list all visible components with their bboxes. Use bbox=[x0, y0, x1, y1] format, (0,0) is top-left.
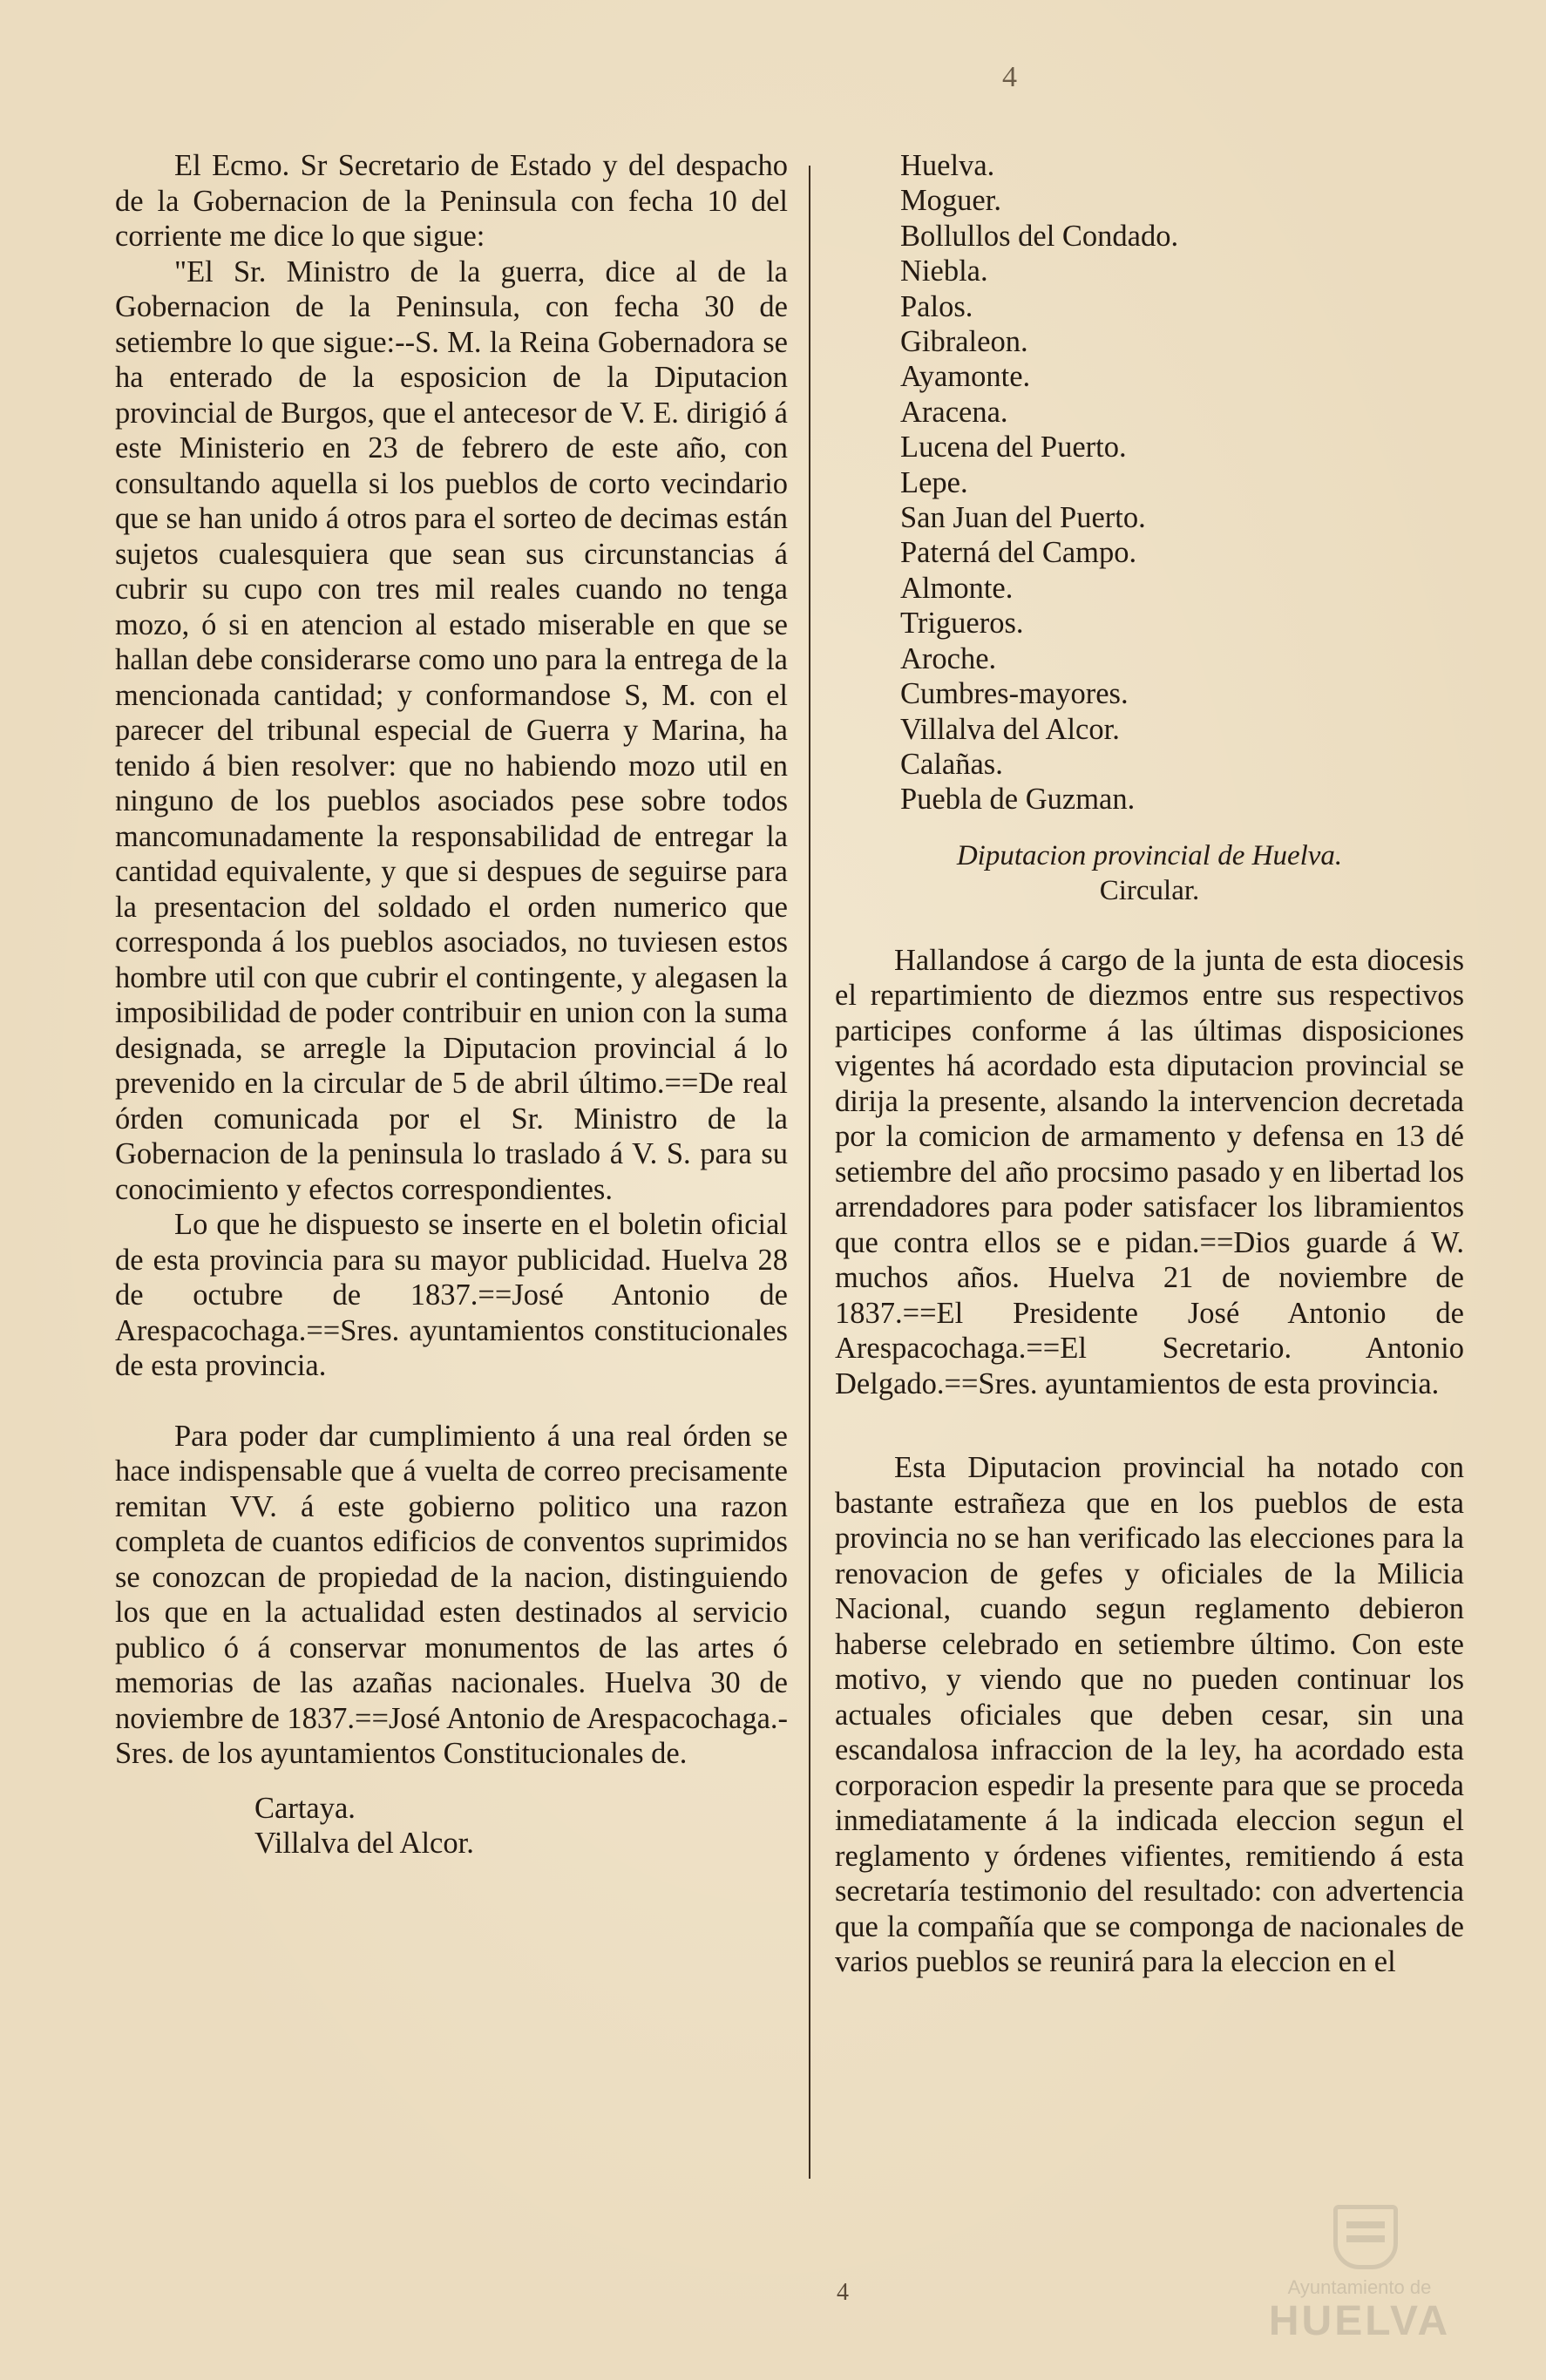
section-heading: Diputacion provincial de Huelva. bbox=[956, 839, 1343, 871]
section-subheading: Circular. bbox=[1099, 874, 1200, 906]
paragraph-royal-order: "El Sr. Ministro de la guerra, dice al de la Gobernacion de la Peninsula, con fecha 30 de setiembre lo que sigue:--S. M. la Reina Gobernadora se ha enterado de la esposicion de la Diputacion provincial de Burgos, que el antecesor de V. E. dirigió á este Ministerio en 23 de febrero de este año, con consultando aquella si los pueblos de corto vecindario que se han unido á otros para el sorteo de decimas están sujetos cualesquiera que sean sus circunstancias á cubrir su cupo con tres mil reales cuando no tenga mozo, ó si en atencion al estado miserable en que se hallan debe considerarse como uno para la entrega de la mencionada cantidad; y conformandose S, M. con el parecer del tribunal especial de Guerra y Marina, ha tenido á bien resolver: que no habiendo mozo util en ninguno de los pueblos asociados pese sobre todos mancomunadamente la responsabilidad de entregar la cantidad equivalente, y que si despues de seguirse para la presentacion del soldado el orden numerico que corresponda á los pueblos asociados, no tuviesen estos hombre util con que cubrir el contingente, y alegasen la imposibilidad de poder contribuir en union con la suma designada, se arregle la Diputacion provincial á lo prevenido en la circular de 5 de abril último.==De real órden comunicada por el Sr. Ministro de la Gobernacion de la peninsula lo traslado á V. S. para su conocimiento y efectos correspondientes. bbox=[115, 254, 788, 1206]
logo-subtitle: Ayuntamiento de bbox=[1287, 2276, 1432, 2298]
city-logo bbox=[1237, 2196, 1482, 2344]
left-column bbox=[115, 148, 788, 1861]
paragraph-publication: Lo que he dispuesto se inserte en el boletin oficial de esta provincia para su mayor publicidad. Huelva 28 de octubre de 1837.==José Antonio de Arespacochaga.==Sres. ayuntamientos constitucionales de esta provincia. bbox=[115, 1208, 788, 1382]
paragraph-militia: Esta Diputacion provincial ha notado con bastante estrañeza que en los pueblos de esta provincia no se han verificado las elecciones para la renovacion de gefes y oficiales de la Milicia Nacional, cuando segun reglamento debieron haberse celebrado en setiembre último. Con este motivo, y viendo que no pueden continuar los actuales oficiales que deben cesar, sin una escandalosa infraccion de la ley, ha acordado esta corporacion espedir la presente para que se proceda inmediatamente á la indicada eleccion segun el reglamento y órdenes vifientes, remitiendo á esta secretaría testimonio del resultado: con advertencia que la compañía que se componga de nacionales de varios pueblos se reunirá para la eleccion en el bbox=[835, 1451, 1464, 1979]
town-item: Palos. bbox=[900, 289, 973, 323]
town-item: San Juan del Puerto. bbox=[900, 501, 1146, 535]
town-item: Lepe. bbox=[900, 465, 968, 499]
logo-title: HUELVA bbox=[1268, 2298, 1451, 2344]
town-item: Cumbres-mayores. bbox=[900, 677, 1129, 711]
column-divider bbox=[809, 166, 810, 2179]
town-item: Almonte. bbox=[900, 571, 1014, 605]
town-item: Aracena. bbox=[900, 395, 1008, 429]
footer-mark: 4 bbox=[837, 2279, 849, 2306]
town-item: Aroche. bbox=[900, 641, 997, 675]
town-item: Moguer. bbox=[900, 184, 1001, 218]
town-item: Ayamonte. bbox=[900, 360, 1031, 394]
town-item: Cartaya. bbox=[254, 1791, 356, 1825]
town-item: Gibraleon. bbox=[900, 325, 1028, 359]
paragraph-convents: Para poder dar cumplimiento á una real órden se hace indispensable que á vuelta de correo precisamente remitan VV. á este gobierno politico una razon completa de cuantos edificios de conventos suprimidos se conozcan de propiedad de la nacion, distinguiendo los que en la actualidad esten destinados al servicio publico ó á conservar monumentos de las artes ó memorias de las azañas nacionales. Huelva 30 de noviembre de 1837.==José Antonio de Arespacochaga.-Sres. de los ayuntamientos Constitucionales de. bbox=[115, 1419, 788, 1770]
paragraph-intro: El Ecmo. Sr Secretario de Estado y del despacho de la Gobernacion de la Peninsula con fecha 10 del corriente me dice lo que sigue: bbox=[115, 149, 788, 253]
city-shield-icon bbox=[1333, 2205, 1398, 2269]
town-item: Lucena del Puerto. bbox=[900, 431, 1127, 464]
right-column bbox=[835, 148, 1464, 1980]
town-item: Puebla de Guzman. bbox=[900, 783, 1136, 817]
town-item: Villalva del Alcor. bbox=[900, 712, 1120, 746]
town-item: Trigueros. bbox=[900, 607, 1024, 641]
town-item: Calañas. bbox=[900, 747, 1003, 781]
town-item: Villalva del Alcor. bbox=[254, 1827, 474, 1860]
paragraph-tithes: Hallandose á cargo de la junta de esta diocesis el repartimiento de diezmos entre sus respectivos participes conforme á las últimas disposiciones vigentes há acordado esta diputacion provincial se dirija la presente, alsando la intervencion decretada por la comicion de armamento y defensa en 13 dé setiembre del año procsimo pasado y en libertad los arrendadores para poder satisfacer los libramientos que contra ellos se e pidan.==Dios guarde á W. muchos años. Huelva 21 de noviembre de 1837.==El Presidente José Antonio de Arespacochaga.==El Secretario. Antonio Delgado.==Sres. ayuntamientos de esta provincia. bbox=[835, 943, 1464, 1400]
page-number-mark: 4 bbox=[1002, 61, 1017, 93]
town-item: Bollullos del Condado. bbox=[900, 219, 1179, 253]
town-item: Niebla. bbox=[900, 254, 988, 288]
town-item: Huelva. bbox=[900, 149, 995, 182]
town-item: Paterná del Campo. bbox=[900, 536, 1137, 570]
